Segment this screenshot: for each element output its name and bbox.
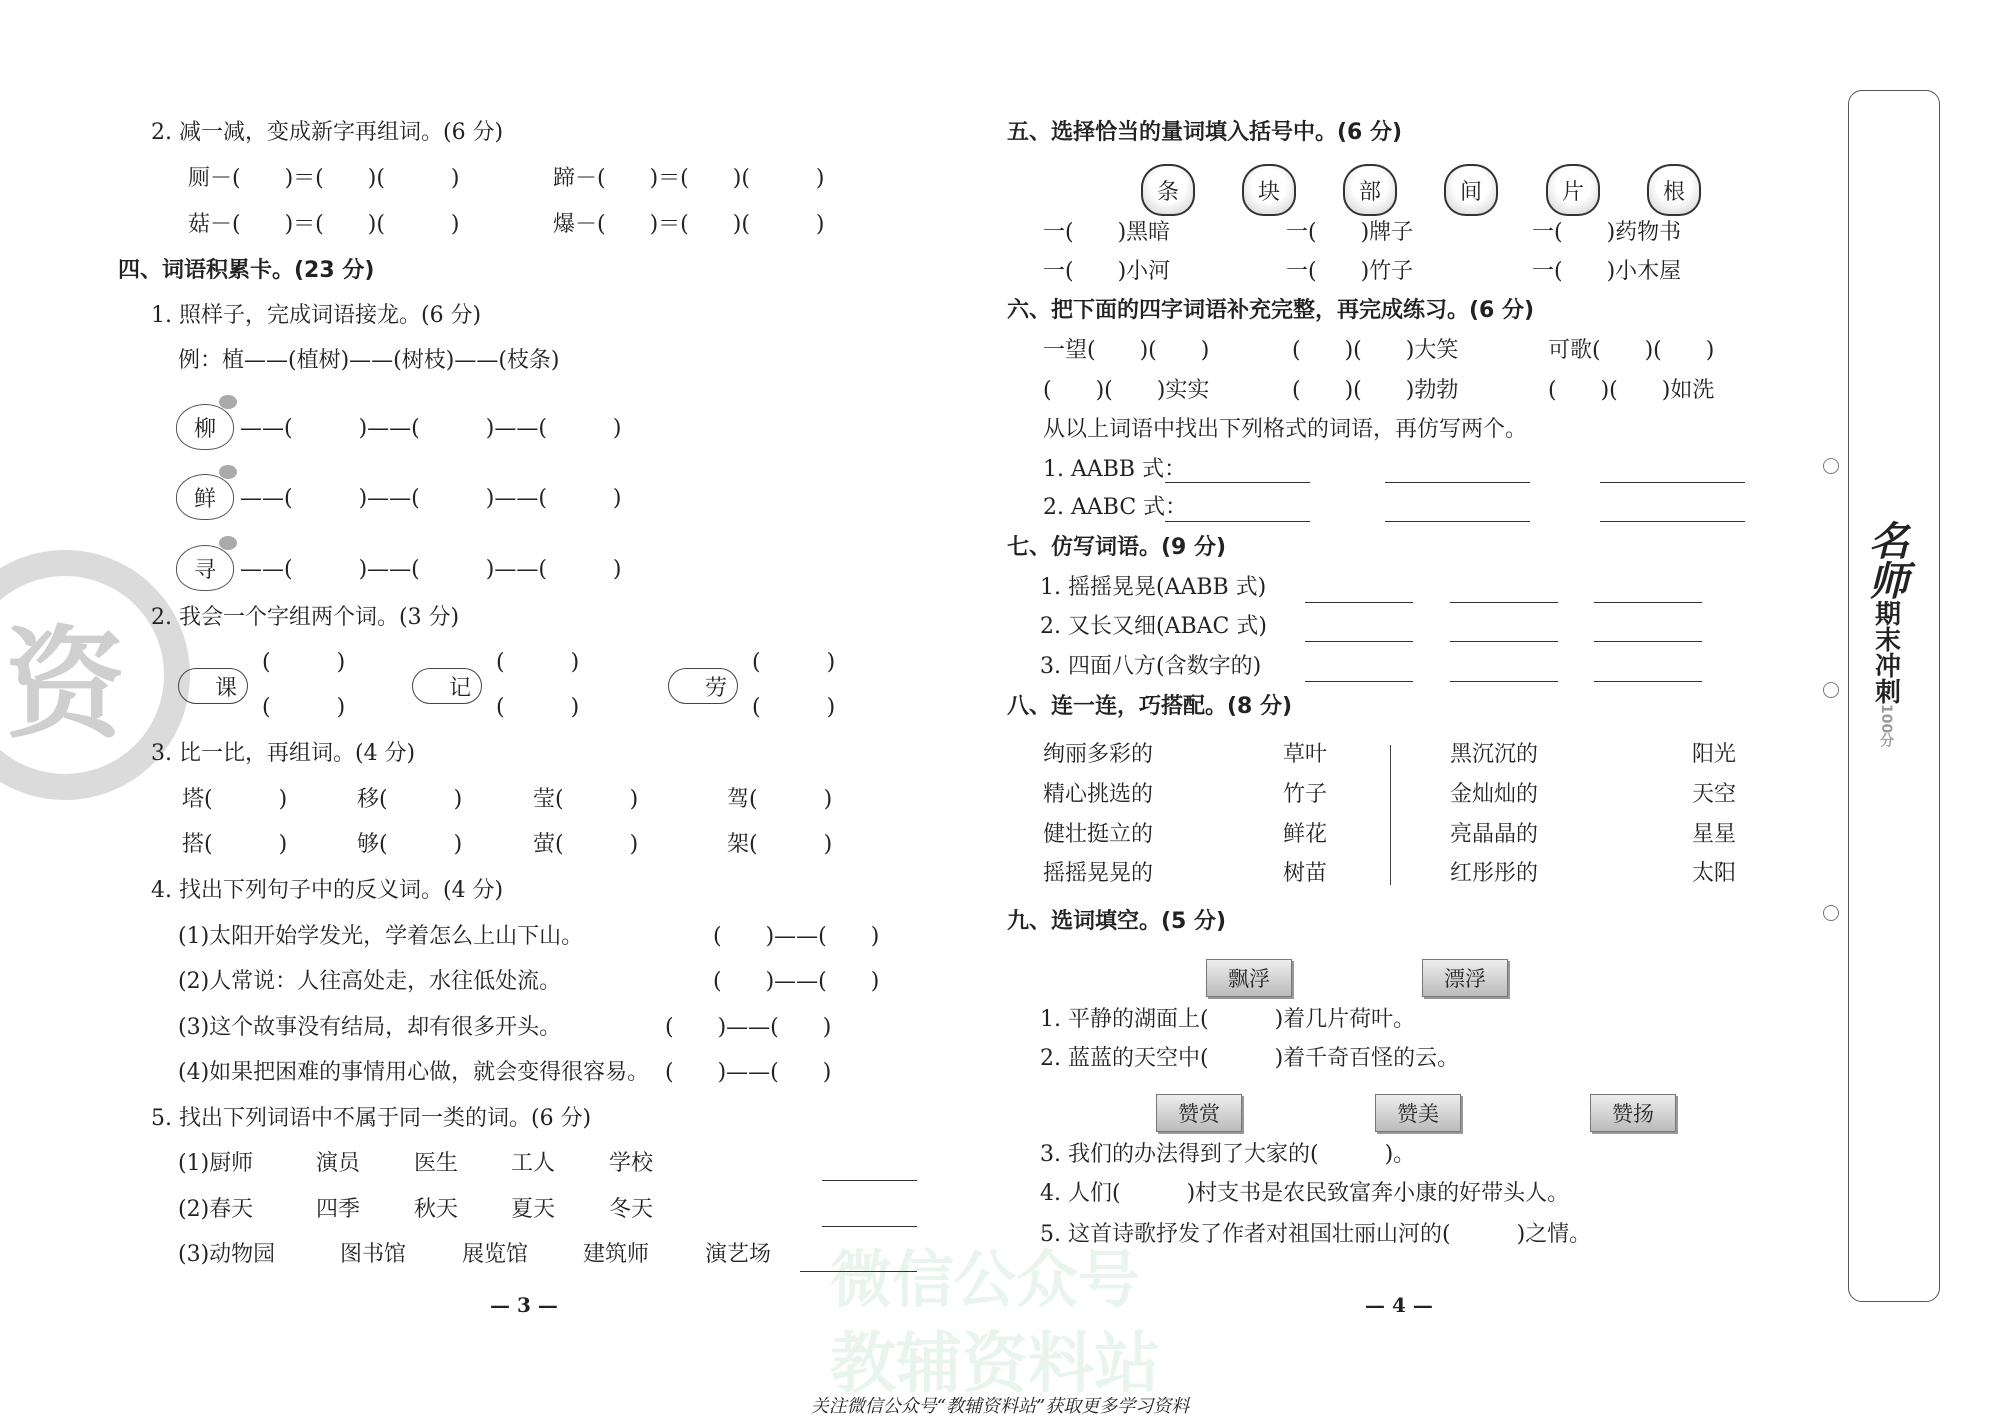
binding-hole bbox=[1823, 905, 1839, 921]
answer-line bbox=[1450, 602, 1558, 603]
pair: 够( ) bbox=[357, 832, 463, 857]
sentence: (1)太阳开始学发光，学着怎么上山下山。 bbox=[178, 924, 584, 949]
footer-note: 关注微信公众号“教辅资料站”获取更多学习资料 bbox=[810, 1396, 1190, 1417]
brand-subtitle: 期末冲刺 bbox=[1870, 600, 1901, 704]
answer-line bbox=[822, 1180, 917, 1181]
word: 图书馆 bbox=[340, 1242, 407, 1267]
pair: 驾( ) bbox=[727, 787, 833, 812]
q3-2-row: 菇－( )＝( )( ) bbox=[188, 212, 460, 237]
chain-blanks: ——( )——( )——( ) bbox=[240, 557, 622, 582]
q3-2-row: 蹄－( )＝( )( ) bbox=[553, 166, 825, 191]
char-badge: 柳 bbox=[176, 404, 234, 450]
word: 工人 bbox=[511, 1151, 556, 1176]
fill-sentence: 5. 这首诗歌抒发了作者对祖国壮丽山河的( )之情。 bbox=[1040, 1222, 1592, 1247]
answer-line bbox=[1594, 641, 1702, 642]
word: 四季 bbox=[316, 1197, 361, 1222]
fill-item: 一( )小木屋 bbox=[1532, 259, 1682, 284]
sentence: (4)如果把困难的事情用心做，就会变得很容易。 bbox=[178, 1060, 650, 1085]
idiom: ( )( )勃勃 bbox=[1292, 378, 1459, 403]
match-left: 金灿灿的 bbox=[1450, 782, 1539, 807]
imitation-item: 1. 摇摇晃晃(AABB 式) bbox=[1040, 575, 1267, 600]
word-card: 漂浮 bbox=[1422, 959, 1508, 997]
sentence: (3)这个故事没有结局，却有很多开头。 bbox=[178, 1015, 562, 1040]
word: (2)春天 bbox=[178, 1197, 254, 1222]
measure-word: 间 bbox=[1444, 164, 1498, 216]
measure-word: 片 bbox=[1546, 164, 1600, 216]
q3-2-title: 2. 减一减，变成新字再组词。(6 分) bbox=[151, 120, 504, 145]
match-left: 黑沉沉的 bbox=[1450, 742, 1539, 767]
sec6-instruction: 从以上词语中找出下列格式的词语，再仿写两个。 bbox=[1043, 417, 1528, 442]
match-right: 阳光 bbox=[1692, 742, 1737, 767]
word: 夏天 bbox=[511, 1197, 556, 1222]
watermark-text-1: 微信公众号 bbox=[830, 1243, 1141, 1316]
sentence: (2)人常说：人往高处走，水往低处流。 bbox=[178, 969, 562, 994]
answer-line bbox=[1450, 681, 1558, 682]
match-left: 健壮挺立的 bbox=[1043, 822, 1154, 847]
answer-line bbox=[800, 1271, 917, 1272]
pair: 架( ) bbox=[727, 832, 833, 857]
word: (3)动物园 bbox=[178, 1242, 276, 1267]
pair: 萤( ) bbox=[533, 832, 639, 857]
word: 展览馆 bbox=[462, 1242, 529, 1267]
word: 演艺场 bbox=[705, 1242, 772, 1267]
format-label: 2. AABC 式： bbox=[1043, 495, 1188, 520]
format-label: 1. AABB 式： bbox=[1043, 457, 1187, 482]
q3-2-row: 厕－( )＝( )( ) bbox=[188, 166, 460, 191]
char-bud: 课 bbox=[178, 668, 248, 704]
fill-sentence: 3. 我们的办法得到了大家的( )。 bbox=[1040, 1142, 1416, 1167]
fill-sentence: 2. 蓝蓝的天空中( )着千奇百怪的云。 bbox=[1040, 1046, 1460, 1071]
word-card: 赞赏 bbox=[1156, 1094, 1242, 1132]
match-left: 精心挑选的 bbox=[1043, 782, 1154, 807]
char-bud: 劳 bbox=[668, 668, 738, 704]
q4-5-title: 5. 找出下列词语中不属于同一类的词。(6 分) bbox=[151, 1106, 592, 1131]
fill-sentence: 4. 人们( )村支书是农民致富奔小康的好带头人。 bbox=[1040, 1181, 1570, 1206]
fill-item: 一( )黑暗 bbox=[1043, 220, 1171, 245]
answer-line bbox=[1165, 482, 1310, 483]
idiom: ( )( )实实 bbox=[1043, 378, 1210, 403]
measure-word: 块 bbox=[1242, 164, 1296, 216]
section-4-title: 四、词语积累卡。(23 分) bbox=[118, 258, 375, 283]
match-left: 绚丽多彩的 bbox=[1043, 742, 1154, 767]
match-right: 草叶 bbox=[1283, 742, 1328, 767]
brand-logo bbox=[1862, 520, 1909, 880]
word: 医生 bbox=[414, 1151, 459, 1176]
measure-word: 根 bbox=[1647, 164, 1701, 216]
chain-blanks: ——( )——( )——( ) bbox=[240, 416, 622, 441]
chain-blanks: ——( )——( )——( ) bbox=[240, 486, 622, 511]
section-7-title: 七、仿写词语。(9 分) bbox=[1007, 535, 1227, 560]
word: (1)厨师 bbox=[178, 1151, 254, 1176]
blank: ( ) bbox=[496, 695, 580, 720]
word-card: 赞美 bbox=[1375, 1094, 1461, 1132]
pair: 塔( ) bbox=[182, 787, 288, 812]
brand-score: 100分 bbox=[1878, 704, 1894, 748]
char-badge: 寻 bbox=[176, 545, 234, 591]
blank: ( )——( ) bbox=[713, 969, 880, 994]
q4-1-title: 1. 照样子，完成词语接龙。(6 分) bbox=[151, 303, 482, 328]
idiom: 一望( )( ) bbox=[1043, 338, 1210, 363]
word: 秋天 bbox=[414, 1197, 459, 1222]
section-9-title: 九、选词填空。(5 分) bbox=[1007, 909, 1227, 934]
answer-line bbox=[1594, 681, 1702, 682]
imitation-item: 2. 又长又细(ABAC 式) bbox=[1040, 614, 1267, 639]
word-card: 飘浮 bbox=[1206, 959, 1292, 997]
blank: ( ) bbox=[262, 695, 346, 720]
binding-hole bbox=[1823, 458, 1839, 474]
blank: ( ) bbox=[752, 695, 836, 720]
char-bud: 记 bbox=[412, 668, 482, 704]
answer-line bbox=[1305, 641, 1413, 642]
fill-item: 一( )竹子 bbox=[1286, 259, 1414, 284]
fill-item: 一( )牌子 bbox=[1286, 220, 1414, 245]
pair: 莹( ) bbox=[533, 787, 639, 812]
q3-2-row: 爆－( )＝( )( ) bbox=[553, 212, 825, 237]
pair: 搭( ) bbox=[182, 832, 288, 857]
answer-line bbox=[1600, 482, 1745, 483]
section-8-title: 八、连一连，巧搭配。(8 分) bbox=[1007, 694, 1293, 719]
answer-line bbox=[1385, 482, 1530, 483]
answer-line bbox=[1450, 641, 1558, 642]
blank: ( ) bbox=[262, 650, 346, 675]
q4-3-title: 3. 比一比，再组词。(4 分) bbox=[151, 741, 416, 766]
section-6-title: 六、把下面的四字词语补充完整，再完成练习。(6 分) bbox=[1007, 298, 1535, 323]
word: 学校 bbox=[609, 1151, 654, 1176]
idiom: 可歌( )( ) bbox=[1548, 338, 1715, 363]
match-right: 天空 bbox=[1692, 782, 1737, 807]
seal-char: 资 bbox=[5, 614, 125, 755]
blank: ( )——( ) bbox=[665, 1060, 832, 1085]
q4-2-title: 2. 我会一个字组两个词。(3 分) bbox=[151, 605, 460, 630]
page-number: — 4 — bbox=[1365, 1293, 1433, 1317]
imitation-item: 3. 四面八方(含数字的) bbox=[1040, 654, 1262, 679]
measure-word: 部 bbox=[1343, 164, 1397, 216]
match-left: 亮晶晶的 bbox=[1450, 822, 1539, 847]
idiom: ( )( )大笑 bbox=[1292, 338, 1459, 363]
match-right: 太阳 bbox=[1692, 861, 1737, 886]
match-right: 鲜花 bbox=[1283, 822, 1328, 847]
word: 冬天 bbox=[609, 1197, 654, 1222]
match-left: 红彤彤的 bbox=[1450, 861, 1539, 886]
blank: ( ) bbox=[752, 650, 836, 675]
fill-item: 一( )小河 bbox=[1043, 259, 1171, 284]
word: 建筑师 bbox=[583, 1242, 650, 1267]
section-5-title: 五、选择恰当的量词填入括号中。(6 分) bbox=[1007, 120, 1403, 145]
word: 演员 bbox=[316, 1151, 361, 1176]
q4-4-title: 4. 找出下列句子中的反义词。(4 分) bbox=[151, 878, 504, 903]
answer-line bbox=[1305, 602, 1413, 603]
blank: ( ) bbox=[496, 650, 580, 675]
answer-line bbox=[1385, 521, 1530, 522]
idiom: ( )( )如洗 bbox=[1548, 378, 1715, 403]
match-left: 摇摇晃晃的 bbox=[1043, 861, 1154, 886]
word-card: 赞扬 bbox=[1590, 1094, 1676, 1132]
blank: ( )——( ) bbox=[713, 924, 880, 949]
pair: 移( ) bbox=[357, 787, 463, 812]
answer-line bbox=[1165, 521, 1310, 522]
brand-name: 名师 bbox=[1862, 520, 1909, 600]
page-number: — 3 — bbox=[490, 1293, 558, 1317]
match-right: 星星 bbox=[1692, 822, 1737, 847]
answer-line bbox=[1600, 521, 1745, 522]
match-right: 树苗 bbox=[1283, 861, 1328, 886]
q4-1-example: 例：植——(植树)——(树枝)——(枝条) bbox=[178, 348, 560, 373]
column-divider bbox=[1390, 745, 1391, 885]
answer-line bbox=[822, 1226, 917, 1227]
measure-word: 条 bbox=[1141, 164, 1195, 216]
binding-hole bbox=[1823, 682, 1839, 698]
answer-line bbox=[1594, 602, 1702, 603]
watermark-text-2: 教辅资料站 bbox=[830, 1325, 1160, 1402]
fill-sentence: 1. 平静的湖面上( )着几片荷叶。 bbox=[1040, 1007, 1416, 1032]
blank: ( )——( ) bbox=[665, 1015, 832, 1040]
answer-line bbox=[1305, 681, 1413, 682]
fill-item: 一( )药物书 bbox=[1532, 220, 1682, 245]
char-badge: 鲜 bbox=[176, 474, 234, 520]
match-right: 竹子 bbox=[1283, 782, 1328, 807]
